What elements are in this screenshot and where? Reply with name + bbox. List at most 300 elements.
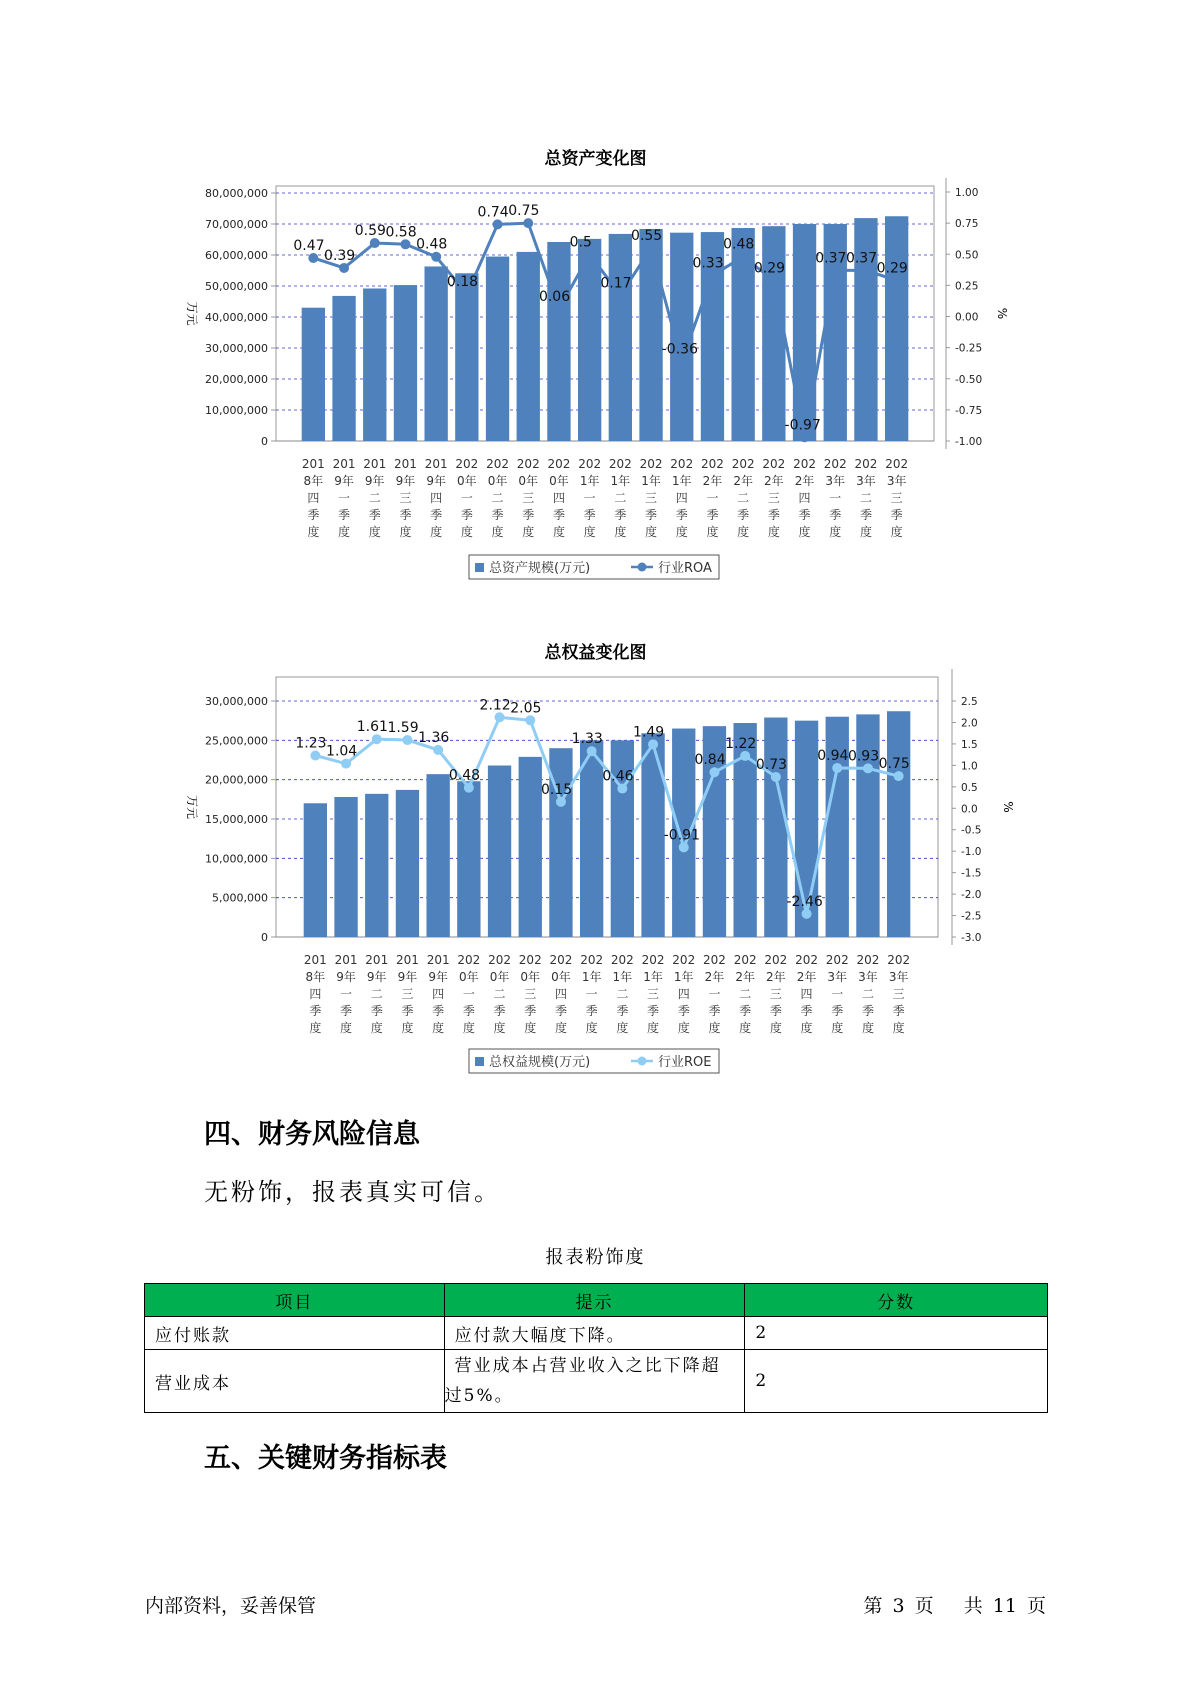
y-tick-label: 40,000,000 [205, 311, 268, 324]
risk-table-header-score: 分数 [745, 1284, 1048, 1317]
series-point [615, 290, 625, 300]
x-tick-label: 度 [460, 525, 473, 539]
y-tick-label: 70,000,000 [205, 218, 268, 231]
bar [641, 733, 664, 937]
x-tick-label: 二 [739, 987, 752, 1001]
x-tick-label: 202 [455, 457, 479, 471]
y-tick-label: 5,000,000 [212, 891, 268, 905]
footer-page-number: 第 3 页 共 11 页 [863, 1595, 1046, 1617]
x-tick-label: 0年 [518, 474, 539, 488]
y-axis-title: 万元 [185, 301, 199, 326]
series-point [585, 249, 595, 259]
data-label: 0.37 [815, 250, 847, 267]
x-tick-label: 季 [647, 1004, 660, 1018]
x-tick-label: 度 [767, 525, 780, 539]
x-tick-label: 度 [798, 525, 811, 539]
data-label: 0.46 [602, 768, 634, 785]
bar [304, 803, 327, 937]
y-tick-label: 60,000,000 [205, 249, 268, 262]
x-tick-label: 0年 [459, 970, 479, 984]
series-point [495, 712, 505, 722]
legend-line-marker [638, 1057, 647, 1066]
legend-bar-swatch [475, 1057, 484, 1066]
x-tick-label: 202 [457, 953, 481, 967]
x-tick-label: 202 [854, 457, 878, 471]
x-tick-label: 四 [309, 987, 322, 1001]
x-tick-label: 度 [585, 1021, 598, 1035]
series-point [554, 304, 564, 314]
x-tick-label: 202 [795, 953, 819, 967]
bar [396, 790, 419, 937]
series-point [587, 746, 597, 756]
data-label: 0.55 [631, 228, 663, 245]
data-label: 0.58 [385, 224, 417, 241]
series-point [400, 239, 410, 249]
legend-bar-swatch [475, 563, 484, 572]
x-tick-label: 2年 [735, 970, 755, 984]
x-tick-label: 201 [424, 457, 448, 471]
y-tick-label: 50,000,000 [205, 280, 268, 293]
x-tick-label: 8年 [303, 474, 324, 488]
x-tick-label: 度 [829, 525, 842, 539]
risk-row-tip: 应付款大幅度下降。 [444, 1317, 745, 1350]
series-point [738, 252, 748, 262]
risk-table [144, 1283, 1048, 1413]
risk-section-heading: 四、财务风险信息 [204, 1119, 420, 1150]
y2-axis-title: % [995, 307, 1009, 320]
series-point [525, 715, 535, 725]
x-tick-label: 三 [645, 491, 658, 505]
risk-table-header-row [145, 1284, 1048, 1317]
x-tick-label: 一 [460, 491, 473, 505]
data-label: 0.5 [569, 234, 592, 251]
x-tick-label: 季 [432, 1004, 445, 1018]
total-equity-chart [0, 662, 1191, 1082]
data-label: 0.29 [753, 260, 786, 277]
series-point [617, 784, 627, 794]
x-tick-label: 9年 [397, 970, 418, 984]
x-tick-label: 一 [583, 491, 596, 505]
x-tick-label: 202 [549, 953, 573, 967]
x-tick-label: 季 [491, 508, 504, 522]
y2-tick-label: -2.5 [961, 910, 982, 923]
x-tick-label: 202 [885, 457, 909, 471]
x-tick-label: 202 [823, 457, 847, 471]
x-tick-label: 9年 [426, 474, 446, 488]
x-tick-label: 0年 [520, 970, 541, 984]
x-tick-label: 202 [825, 953, 849, 967]
series-point [802, 909, 812, 919]
x-tick-label: 202 [518, 953, 542, 967]
x-tick-label: 季 [890, 508, 903, 522]
x-tick-label: 四 [554, 987, 567, 1001]
x-tick-label: 0年 [489, 970, 510, 984]
x-tick-label: 季 [708, 1004, 721, 1018]
x-tick-label: 季 [798, 508, 811, 522]
y-tick-label: 10,000,000 [205, 852, 268, 866]
data-label: -0.91 [663, 827, 700, 844]
x-tick-label: 四 [798, 491, 811, 505]
x-tick-label: 季 [368, 508, 381, 522]
series-point [677, 356, 687, 366]
y2-tick-label: 2.0 [961, 717, 978, 730]
data-label: 0.59 [354, 223, 386, 240]
y-tick-label: 10,000,000 [205, 404, 268, 417]
data-label: 0.17 [600, 275, 632, 292]
risk-row-tip-line1: 营业成本占营业收入之比下降超 [454, 1356, 721, 1376]
y2-tick-label: 0.5 [961, 781, 978, 794]
x-tick-label: 度 [861, 1021, 874, 1035]
data-label: -0.97 [784, 417, 821, 434]
bar [580, 740, 603, 937]
data-label: 1.22 [725, 735, 757, 752]
x-tick-label: 1年 [610, 474, 631, 488]
series-point [370, 238, 380, 248]
series-point [894, 771, 904, 781]
legend-line-marker [638, 563, 647, 572]
series-point [462, 289, 472, 299]
table-row [145, 1317, 1048, 1350]
data-label: 0.06 [538, 289, 571, 306]
data-label: 0.39 [324, 247, 356, 264]
data-label: 0.93 [847, 748, 880, 765]
data-label: -0.36 [661, 341, 698, 358]
data-label: 0.37 [845, 250, 878, 267]
x-tick-label: 三 [399, 491, 412, 505]
x-tick-label: 度 [708, 1021, 721, 1035]
x-tick-label: 1年 [643, 970, 663, 984]
x-tick-label: 3年 [886, 474, 907, 488]
risk-table-header-item: 项目 [145, 1284, 445, 1317]
x-tick-label: 季 [616, 1004, 629, 1018]
x-tick-label: 三 [647, 987, 660, 1001]
x-tick-label: 度 [739, 1021, 752, 1035]
x-tick-label: 度 [675, 525, 688, 539]
data-label: 1.33 [571, 731, 603, 748]
bar [334, 797, 357, 937]
x-tick-label: 202 [580, 953, 604, 967]
x-tick-label: 9年 [336, 970, 356, 984]
y-axis-title: 万元 [185, 794, 199, 820]
risk-row-score: 2 [745, 1317, 1048, 1350]
x-tick-label: 202 [702, 953, 726, 967]
chart-title-total-equity: 总权益变化图 [544, 643, 647, 663]
legend-line-label: 行业ROE [658, 1055, 712, 1070]
x-tick-label: 度 [737, 525, 750, 539]
y2-tick-label: -1.0 [961, 846, 982, 859]
x-tick-label: 季 [892, 1004, 905, 1018]
x-tick-label: 201 [301, 457, 325, 471]
y2-tick-label: -0.75 [955, 404, 983, 417]
bar [424, 266, 447, 441]
x-tick-label: 2年 [764, 474, 784, 488]
y2-tick-label: -0.50 [955, 373, 983, 386]
data-label: 1.23 [295, 735, 327, 752]
x-tick-label: 季 [462, 1004, 475, 1018]
y-tick-label: 0 [261, 931, 268, 944]
x-tick-label: 季 [800, 1004, 813, 1018]
series-point [433, 745, 443, 755]
risk-row-tip [444, 1350, 745, 1413]
x-tick-label: 季 [677, 1004, 690, 1018]
x-tick-label: 9年 [334, 474, 354, 488]
y2-tick-label: -1.5 [961, 867, 982, 880]
series-point [863, 763, 873, 773]
data-label: 0.75 [878, 756, 910, 773]
y2-axis-title: % [1001, 801, 1015, 813]
series-point [310, 750, 320, 760]
y-tick-label: 0 [261, 435, 268, 448]
legend-bar-label: 总资产规模(万元) [489, 561, 591, 576]
bar [519, 757, 542, 937]
series-point [523, 218, 533, 228]
risk-table-header-tip: 提示 [444, 1284, 745, 1317]
x-tick-label: 一 [708, 987, 721, 1001]
x-tick-label: 9年 [428, 970, 448, 984]
bar [332, 296, 355, 441]
x-tick-label: 1年 [671, 474, 692, 488]
x-tick-label: 2年 [794, 474, 815, 488]
x-tick-label: 季 [401, 1004, 414, 1018]
risk-row-tip-line2: 过5%。 [444, 1386, 514, 1406]
x-tick-label: 季 [861, 1004, 874, 1018]
series-point [341, 759, 351, 769]
series-point [339, 263, 349, 273]
x-tick-label: 9年 [395, 474, 416, 488]
x-tick-label: 202 [887, 953, 911, 967]
x-tick-label: 1年 [673, 970, 694, 984]
x-tick-label: 202 [762, 457, 786, 471]
x-tick-label: 季 [430, 508, 443, 522]
x-tick-label: 一 [338, 491, 351, 505]
x-tick-label: 度 [307, 525, 320, 539]
data-label: 0.15 [540, 781, 573, 798]
y2-tick-label: -0.5 [961, 824, 982, 837]
x-tick-label: 度 [309, 1021, 322, 1035]
x-tick-label: 度 [554, 1021, 567, 1035]
x-tick-label: 度 [493, 1021, 506, 1035]
x-tick-label: 度 [338, 525, 351, 539]
series-point [892, 275, 902, 285]
x-tick-label: 度 [583, 525, 596, 539]
data-label: 0.48 [723, 236, 755, 253]
x-tick-label: 0年 [549, 474, 569, 488]
bar [762, 226, 785, 441]
x-tick-label: 度 [645, 525, 658, 539]
x-tick-label: 四 [552, 491, 565, 505]
data-label: 0.94 [817, 747, 849, 764]
x-tick-label: 季 [307, 508, 320, 522]
x-tick-label: 四 [307, 491, 320, 505]
chart-title-total-assets: 总资产变化图 [544, 149, 647, 169]
x-tick-label: 度 [890, 525, 903, 539]
data-label: 0.33 [692, 255, 724, 272]
x-tick-label: 四 [677, 987, 690, 1001]
x-tick-label: 201 [303, 953, 327, 967]
x-tick-label: 度 [769, 1021, 782, 1035]
data-label: 0.84 [694, 752, 726, 769]
y-tick-label: 80,000,000 [205, 187, 268, 200]
bar [457, 781, 480, 937]
x-tick-label: 9年 [366, 970, 387, 984]
x-tick-label: 3年 [858, 970, 878, 984]
x-tick-label: 202 [731, 457, 755, 471]
footer-confidential-note: 内部资料，妥善保管 [145, 1595, 317, 1617]
series-point [769, 275, 779, 285]
bar [764, 718, 787, 937]
x-tick-label: 季 [675, 508, 688, 522]
x-tick-label: 2年 [766, 970, 786, 984]
x-tick-label: 季 [645, 508, 658, 522]
total-assets-chart [0, 168, 1191, 588]
x-tick-label: 202 [641, 953, 665, 967]
x-tick-label: 202 [856, 953, 880, 967]
bar [488, 766, 511, 937]
risk-table-caption: 报表粉饰度 [545, 1247, 646, 1268]
x-tick-label: 季 [524, 1004, 537, 1018]
x-tick-label: 度 [370, 1021, 383, 1035]
x-tick-label: 201 [334, 953, 358, 967]
legend-line-label: 行业ROA [658, 561, 712, 576]
series-point [861, 265, 871, 275]
x-tick-label: 度 [647, 1021, 660, 1035]
y-tick-label: 20,000,000 [205, 373, 268, 386]
x-tick-label: 季 [370, 1004, 383, 1018]
x-tick-label: 季 [859, 508, 872, 522]
x-tick-label: 202 [547, 457, 571, 471]
x-tick-label: 202 [578, 457, 602, 471]
y-tick-label: 30,000,000 [205, 695, 268, 708]
x-tick-label: 季 [340, 1004, 353, 1018]
x-tick-label: 季 [338, 508, 351, 522]
x-tick-label: 季 [585, 1004, 598, 1018]
legend-bar-label: 总权益规模(万元) [489, 1055, 591, 1070]
x-tick-label: 一 [585, 987, 598, 1001]
y-tick-label: 25,000,000 [205, 734, 268, 748]
x-tick-label: 2年 [702, 474, 723, 488]
x-tick-label: 3年 [856, 474, 876, 488]
x-tick-label: 度 [800, 1021, 813, 1035]
x-tick-label: 202 [670, 457, 694, 471]
bar [426, 774, 449, 937]
risk-section-text: 无粉饰，报表真实可信。 [204, 1178, 501, 1206]
x-tick-label: 二 [859, 491, 872, 505]
bar [365, 794, 388, 937]
x-tick-label: 0年 [551, 970, 571, 984]
data-label: 1.04 [326, 743, 358, 760]
bar [517, 252, 540, 441]
x-tick-label: 一 [340, 987, 353, 1001]
data-label: 1.59 [387, 720, 419, 737]
x-tick-label: 202 [639, 457, 663, 471]
x-tick-label: 2年 [733, 474, 753, 488]
risk-row-score: 2 [745, 1350, 1048, 1413]
x-tick-label: 202 [764, 953, 788, 967]
series-point [830, 265, 840, 275]
x-tick-label: 三 [401, 987, 414, 1001]
series-point [372, 734, 382, 744]
x-tick-label: 季 [829, 508, 842, 522]
data-label: 1.61 [356, 719, 388, 736]
x-tick-label: 202 [486, 457, 510, 471]
x-tick-label: 季 [493, 1004, 506, 1018]
x-tick-label: 度 [614, 525, 627, 539]
x-tick-label: 3年 [825, 474, 846, 488]
y-tick-label: 20,000,000 [205, 773, 268, 787]
x-tick-label: 201 [363, 457, 387, 471]
y2-tick-label: -0.25 [955, 342, 983, 355]
x-tick-label: 一 [831, 987, 844, 1001]
x-tick-label: 201 [426, 953, 450, 967]
x-tick-label: 度 [524, 1021, 537, 1035]
y2-tick-label: 1.0 [961, 760, 978, 773]
x-tick-label: 1年 [612, 970, 633, 984]
data-label: -2.46 [786, 893, 823, 910]
x-tick-label: 四 [675, 491, 688, 505]
bar [887, 711, 910, 937]
series-point [646, 243, 656, 253]
data-label: 0.73 [755, 756, 788, 773]
x-tick-label: 202 [610, 953, 634, 967]
x-tick-label: 度 [368, 525, 381, 539]
x-tick-label: 度 [616, 1021, 629, 1035]
x-tick-label: 201 [332, 457, 356, 471]
x-tick-label: 度 [706, 525, 719, 539]
bar [547, 242, 570, 441]
x-tick-label: 季 [739, 1004, 752, 1018]
bar [363, 288, 386, 441]
x-tick-label: 202 [672, 953, 696, 967]
x-tick-label: 四 [432, 987, 445, 1001]
x-tick-label: 201 [395, 953, 419, 967]
x-tick-label: 季 [522, 508, 535, 522]
x-tick-label: 季 [583, 508, 596, 522]
x-tick-label: 9年 [364, 474, 385, 488]
x-tick-label: 季 [767, 508, 780, 522]
y2-tick-label: 0.50 [955, 249, 979, 262]
data-label: 0.75 [508, 203, 540, 220]
x-tick-label: 季 [769, 1004, 782, 1018]
x-tick-label: 二 [368, 491, 381, 505]
bar [486, 257, 509, 441]
x-tick-label: 202 [700, 457, 724, 471]
bar [793, 224, 816, 441]
x-tick-label: 季 [309, 1004, 322, 1018]
x-tick-label: 度 [399, 525, 412, 539]
x-tick-label: 0年 [487, 474, 508, 488]
x-tick-label: 度 [831, 1021, 844, 1035]
series-point [800, 432, 810, 442]
y2-tick-label: -1.00 [955, 436, 983, 448]
series-point [648, 739, 658, 749]
y2-tick-label: 0.0 [961, 803, 978, 816]
x-tick-label: 2年 [796, 970, 817, 984]
x-tick-label: 2年 [704, 970, 725, 984]
x-tick-label: 度 [859, 525, 872, 539]
bar [885, 216, 908, 441]
series-point [431, 252, 441, 262]
y2-tick-label: -2.0 [961, 889, 982, 902]
series-point [464, 783, 474, 793]
y-tick-label: 30,000,000 [205, 342, 268, 355]
series-point [556, 797, 566, 807]
x-tick-label: 季 [737, 508, 750, 522]
x-tick-label: 二 [614, 491, 627, 505]
y-tick-label: 15,000,000 [205, 813, 268, 826]
series-point [308, 253, 318, 263]
y2-tick-label: 1.00 [955, 187, 979, 199]
x-tick-label: 三 [892, 987, 905, 1001]
